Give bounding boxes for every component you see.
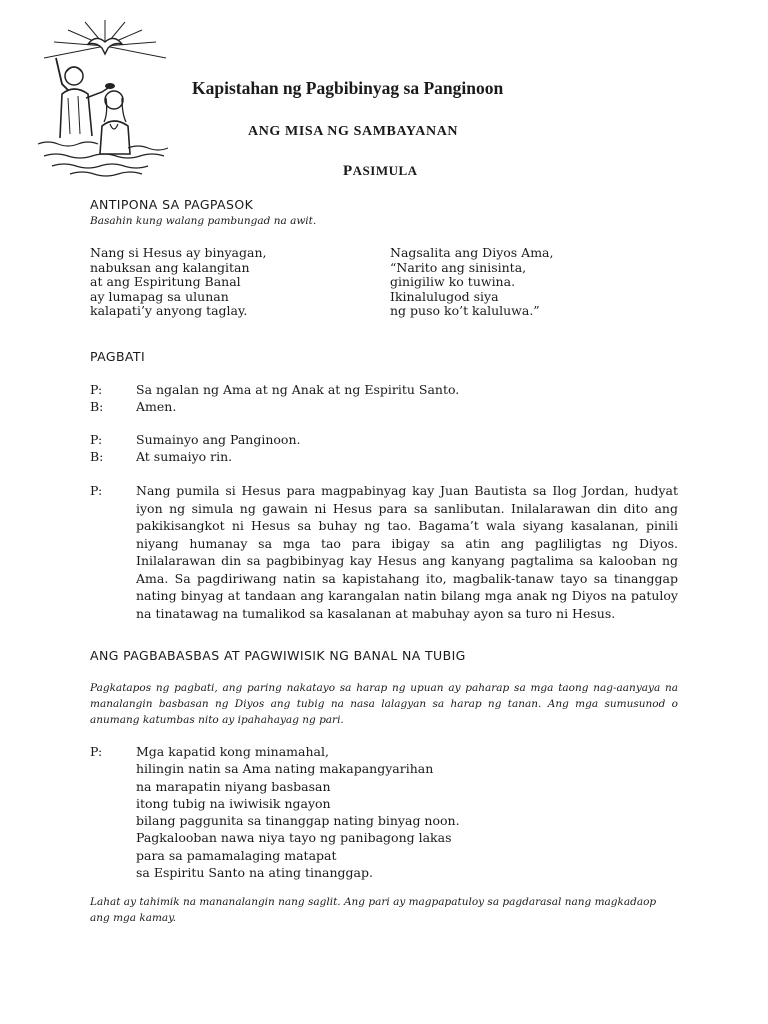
- speaker-label: P:: [90, 432, 103, 447]
- prayer-line: Pagkalooban nawa niya tayo ng panibagong lakas: [136, 830, 452, 846]
- pagbabasbas-heading: ANG PAGBABASBAS AT PAGWIWISIK NG BANAL NA TUBIG: [90, 648, 466, 663]
- section-title: [343, 163, 418, 180]
- verse-line: kalapati’y anyong taglay.: [90, 303, 248, 318]
- prayer-line: para sa pamamalaging matapat: [136, 847, 337, 863]
- antipona-right-verse: [390, 246, 553, 319]
- dialogue-line: [90, 449, 232, 465]
- document-title: Kapistahan ng Pagbibinyag sa Panginoon: [192, 78, 504, 98]
- verse-line: Nagsalita ang Diyos Ama,: [390, 245, 554, 260]
- speaker-label: P:: [90, 744, 103, 759]
- closing-note: Lahat ay tahimik na mananalangin nang saglit. Ang pari ay magpapatuloy sa pagdarasal nang magkadaop ang mga kamay.: [90, 896, 657, 924]
- antipona-note: Basahin kung walang pambungad na awit.: [90, 215, 317, 227]
- verse-line: ginigiliw ko tuwina.: [390, 274, 516, 289]
- blessing-prayer: [136, 743, 460, 881]
- dialogue-line: [90, 382, 459, 398]
- prayer-line: hilingin natin sa Ama nating makapangyarihan: [136, 761, 434, 777]
- prayer-line: na marapatin niyang basbasan: [136, 778, 331, 794]
- verse-line: at ang Espiritung Banal: [90, 274, 241, 289]
- verse-line: Nang si Hesus ay binyagan,: [90, 245, 267, 260]
- dialogue-line: [90, 399, 176, 415]
- verse-line: ng puso ko’t kaluluwa.”: [390, 303, 540, 318]
- antipona-heading: ANTIPONA SA PAGPASOK: [90, 197, 254, 212]
- verse-line: ay lumapag sa ulunan: [90, 288, 229, 304]
- pagbabasbas-note: Pagkatapos ng pagbati, ang paring nakatayo sa harap ng upuan ay paharap sa mga taong nag-aanyaya na manalangin basbasan ng Diyos ang tubig na nasa lalagyan sa harap ng tanan. Ang mga sumusunod o anumang katumbas nito ay ipahahayag ng pari.: [90, 682, 678, 726]
- section-title-rest: ASIMULA: [352, 163, 418, 178]
- speaker-label: B:: [90, 449, 104, 464]
- speaker-label: P:: [90, 382, 103, 397]
- baptism-of-jesus-illustration: [30, 18, 180, 178]
- prayer-line: Mga kapatid kong minamahal,: [136, 744, 329, 759]
- dialogue-text: Sa ngalan ng Ama at ng Anak at ng Espiritu Santo.: [136, 382, 460, 397]
- speaker-label: P:: [90, 483, 103, 498]
- prayer-line: itong tubig na iwiwisik ngayon: [136, 795, 331, 811]
- verse-line: Ikinalulugod siya: [390, 288, 499, 304]
- speaker-label: B:: [90, 399, 104, 414]
- antipona-left-verse: [90, 246, 266, 319]
- dialogue-text: At sumaiyo rin.: [136, 449, 233, 464]
- dialogue-text: Amen.: [136, 399, 177, 414]
- verse-line: “Narito ang sinisinta,: [390, 259, 527, 275]
- dialogue-text: Sumainyo ang Panginoon.: [136, 432, 301, 447]
- introduction-paragraph: Nang pumila si Hesus para magpabinyag kay Juan Bautista sa Ilog Jordan, hudyat iyon ng simula ng gawain ni Hesus para sa sanlibutan. Inilalarawan din dito ang pakikisangkot ni Hesus sa buhay ng tao. Bagama’t wala siyang kasalanan, pinili niyang humanay sa mga tao para ibigay sa atin ang pagliligtas ng Diyos. Inilalarawan din sa pagbibinyag kay Hesus ang kanyang pagtalima sa kalooban ng Ama. Sa pagdiriwang natin sa kapistahang ito, magbalik-tanaw tayo sa tinanggap nating binyag at tandaan ang karangalan natin bilang mga anak ng Diyos na patuloy na tinatawag na tumalikod sa kasalanan at mabuhay ayon sa turo ni Hesus.: [136, 483, 678, 621]
- dialogue-line: [90, 432, 300, 448]
- prayer-line: bilang paggunita sa tinanggap nating binyag noon.: [136, 813, 460, 829]
- prayer-line: sa Espiritu Santo na ating tinanggap.: [136, 865, 373, 881]
- mass-subtitle: ANG MISA NG SAMBAYANAN: [248, 124, 459, 139]
- section-title-initial: P: [343, 163, 353, 179]
- pagbati-heading: PAGBATI: [90, 349, 146, 364]
- verse-line: nabuksan ang kalangitan: [90, 259, 250, 275]
